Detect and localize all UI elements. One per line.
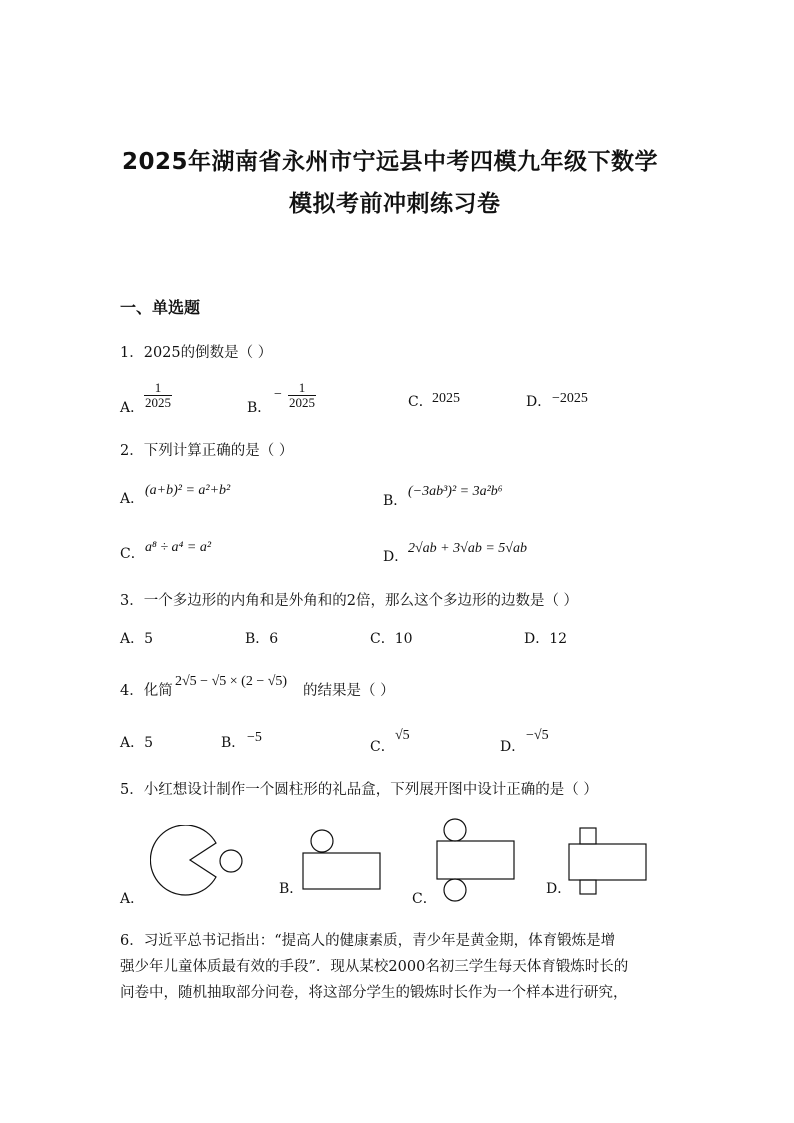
rectangle: [437, 841, 514, 879]
q5-option-b-label: B．: [279, 881, 304, 897]
q2-option-a-label: A．: [120, 491, 145, 507]
q1-option-b-fraction: [288, 381, 316, 410]
q4-option-d-value: −√5: [526, 728, 549, 743]
q3-option-a: A．5: [120, 631, 154, 647]
q4-option-c-value: √5: [395, 728, 410, 743]
question-6-line1: 6．习近平总书记指出：“提高人的健康素质，青少年是黄金期，体育锻炼是增: [120, 933, 616, 949]
q2-option-c-expr: a⁸ ÷ a⁴ = a²: [145, 540, 212, 555]
q5-option-a-net-figure: [150, 825, 245, 900]
q5-option-d-label: D．: [546, 881, 572, 897]
rectangle: [303, 853, 380, 889]
q5-option-c-net-figure: [434, 818, 519, 904]
q1-option-b-label: B．: [247, 400, 272, 416]
question-4-stem-prefix: 4．化简: [120, 683, 173, 699]
section-heading: 一、单选题: [120, 298, 201, 317]
question-1-stem: 1．2025的倒数是（ ）: [120, 345, 273, 361]
q1-b-numerator: 1: [298, 380, 306, 395]
top-square: [580, 828, 596, 844]
q5-option-d-net-figure: [566, 826, 651, 896]
q4-option-c-label: C．: [370, 739, 395, 755]
q1-option-c-value: 2025: [432, 391, 460, 406]
question-6-line2: 强少年儿童体质最有效的手段”．现从某校2000名初三学生每天体育锻炼时长的: [120, 959, 629, 975]
q4-option-d-label: D．: [500, 739, 526, 755]
q5-option-c-label: C．: [412, 891, 437, 907]
small-circle: [220, 850, 242, 872]
question-5-stem: 5．小红想设计制作一个圆柱形的礼品盒，下列展开图中设计正确的是（ ）: [120, 782, 598, 798]
q3-option-d: D．12: [524, 631, 568, 647]
page-title-line1: 2025年湖南省永州市宁远县中考四模九年级下数学: [122, 149, 659, 175]
question-2-stem: 2．下列计算正确的是（ ）: [120, 443, 294, 459]
q2-option-d-label: D．: [383, 549, 409, 565]
q1-a-denominator: 2025: [145, 395, 171, 410]
q4-option-b-value: −5: [247, 730, 262, 745]
question-4-expression: 2√5 − √5 × (2 − √5): [175, 674, 288, 689]
q2-option-b-expr: (−3ab³)² = 3a²b⁶: [408, 484, 503, 499]
q4-option-b-label: B．: [221, 735, 246, 751]
question-6-line3: 问卷中，随机抽取部分问卷，将这部分学生的锻炼时长作为一个样本进行研究，: [120, 985, 628, 1001]
q1-option-d-label: D．: [526, 394, 552, 410]
question-4-stem-suffix: 的结果是（ ）: [303, 683, 395, 699]
rectangle: [569, 844, 646, 880]
top-circle: [311, 830, 333, 852]
q5-option-a-label: A．: [120, 891, 145, 907]
bottom-square: [580, 880, 596, 894]
q4-option-a: A．5: [120, 735, 154, 751]
q2-option-c-label: C．: [120, 546, 145, 562]
page-title-line2: 模拟考前冲刺练习卷: [289, 191, 501, 217]
q3-option-c: C．10: [370, 631, 413, 647]
q1-a-numerator: 1: [154, 380, 162, 395]
q1-option-a-fraction: [144, 381, 172, 410]
q2-option-b-label: B．: [383, 493, 408, 509]
q2-option-d-expr: 2√ab + 3√ab = 5√ab: [408, 541, 527, 556]
q1-option-d-value: −2025: [552, 391, 588, 406]
bottom-circle: [444, 879, 466, 901]
q1-b-denominator: 2025: [289, 395, 315, 410]
q5-option-b-net-figure: [300, 828, 385, 893]
sector-shape: [150, 825, 216, 895]
question-3-stem: 3．一个多边形的内角和是外角和的2倍，那么这个多边形的边数是（ ）: [120, 593, 579, 609]
q3-option-b: B．6: [245, 631, 279, 647]
q2-option-a-expr: (a+b)² = a²+b²: [145, 483, 231, 498]
q1-b-sign: −: [274, 387, 282, 402]
top-circle: [444, 819, 466, 841]
q1-option-c-label: C．: [408, 394, 433, 410]
q1-option-a-label: A．: [120, 400, 145, 416]
